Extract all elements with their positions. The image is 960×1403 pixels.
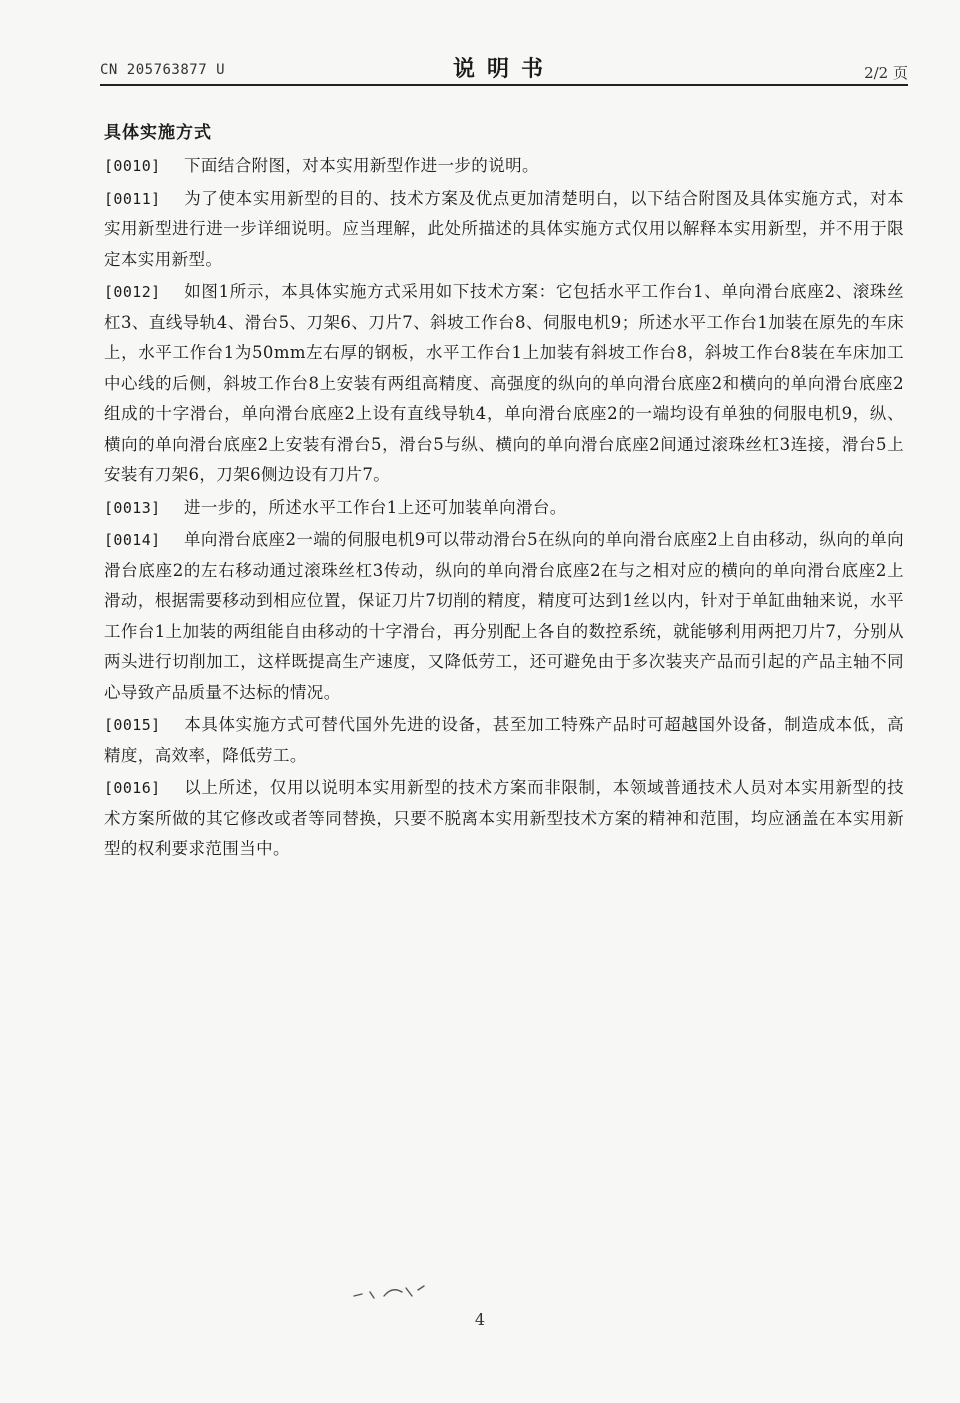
handwritten-mark [340,1280,440,1304]
paragraph-0012 [104,277,904,491]
paragraph-number: [0014] [104,531,161,549]
page-number: 4 [474,1310,486,1329]
paragraph-text: 下面结合附图，对本实用新型作进一步的说明。 [184,156,539,175]
document-title: 说明书 [452,57,555,82]
patent-number: CN 205763877 U [100,62,226,78]
paragraph-number: [0013] [104,498,161,517]
paragraph-number: [0011] [104,189,161,208]
paragraph-0016 [104,773,904,865]
section-title: 具体实施方式 [104,123,212,143]
paragraph-0014 [104,525,904,708]
paragraph-text: 如图1所示，本具体实施方式采用如下技术方案：它包括水平工作台1、单向滑台底座2、滚珠丝杠3、直线导轨4、滑台5、刀架6、刀片7、斜坡工作台8、伺服电机9；所述水平工作台1加装在原先的车床上，水平工作台1为50mm左右厚的钢板，水平工作台1上加装有斜坡工作台8，斜坡工作台8装在车床加工中心线的后侧，斜坡工作台8上安装有两组高精度、高强度的纵向的单向滑台底座2和横向的单向滑台底座2组成的十字滑台，单向滑台底座2上设有直线导轨4，单向滑台底座2的一端均设有单独的伺服电机9，纵、横向的单向滑台底座2上安装有滑台5，滑台5与纵、横向的单向滑台底座2间通过滚珠丝杠3连接，滑台5上安装有刀架6，刀架6侧边设有刀片7。 [104,282,904,484]
document-body [104,118,904,867]
paragraph-text: 单向滑台底座2一端的伺服电机9可以带动滑台5在纵向的单向滑台底座2上自由移动，纵向的单向滑台底座2的左右移动通过滚珠丝杠3传动，纵向的单向滑台底座2在与之相对应的横向的单向滑台底座2上滑动，根据需要移动到相应位置，保证刀片7切削的精度，精度可达到1丝以内，针对于单缸曲轴来说，水平工作台1上加装的两组能自由移动的十字滑台，再分别配上各自的数控系统，就能够利用两把刀片7，分别从两头进行切削加工，这样既提高生产速度，又降低劳工，还可避免由于多次装夹产品而引起的产品主轴不同心导致产品质量不达标的情况。 [104,530,904,702]
paragraph-number: [0015] [104,716,161,734]
paragraph-number: [0012] [104,283,161,301]
paragraph-text: 进一步的，所述水平工作台1上还可加装单向滑台。 [184,497,567,517]
paragraph-0010 [104,151,904,182]
page-indicator: 2/2 页 [864,64,908,82]
paragraph-text: 以上所述，仅用以说明本实用新型的技术方案而非限制，本领域普通技术人员对本实用新型的技术方案所做的其它修改或者等同替换，只要不脱离本实用新型技术方案的精神和范围，均应涵盖在本实用新型的权利要求范围当中。 [104,778,904,858]
paragraph-0015 [104,710,904,771]
paragraph-number: [0010] [104,157,161,175]
paragraph-number: [0016] [104,779,161,797]
paragraph-0013 [104,493,904,524]
paragraph-text: 本具体实施方式可替代国外先进的设备，甚至加工特殊产品时可超越国外设备，制造成本低，高精度，高效率，降低劳工。 [104,715,904,765]
page-header [100,52,908,86]
paragraph-0011 [104,184,904,276]
paragraph-text: 为了使本实用新型的目的、技术方案及优点更加清楚明白，以下结合附图及具体实施方式，对本实用新型进行进一步详细说明。应当理解，此处所描述的具体实施方式仅用以解释本实用新型，并不用于限定本实用新型。 [104,188,904,269]
header-divider [100,84,908,86]
